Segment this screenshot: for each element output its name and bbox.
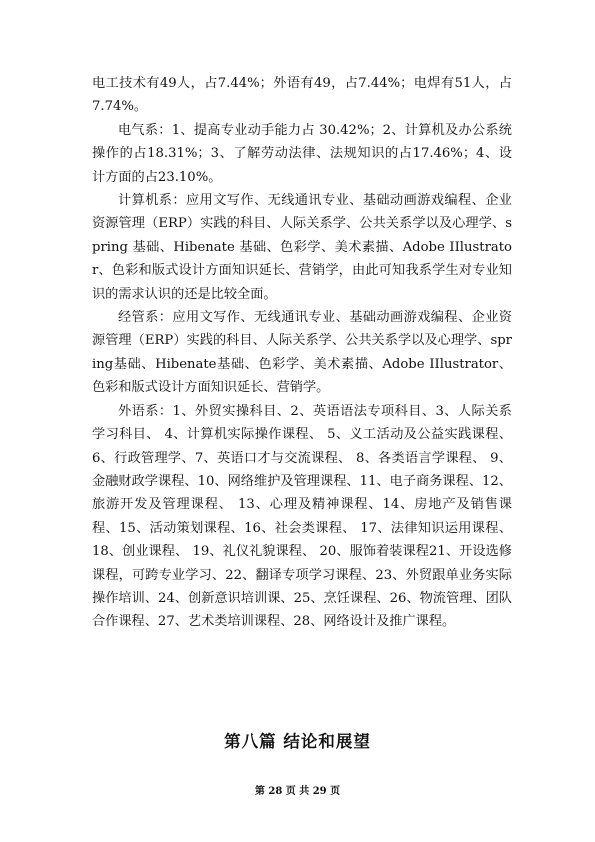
paragraph-electrical-dept: 电气系：1、提高专业动手能力占 30.42%；2、计算机及办公系统操作的占18.31%；3、了解劳动法律、法规知识的占17.46%；4、设计方面的占23.10%。 xyxy=(92,122,512,185)
paragraph-continuation: 电工技术有49人，占7.44%；外语有49，占7.44%；电焊有51人，占7.74%。 xyxy=(92,76,512,115)
paragraph-computer-dept: 计算机系：应用文写作、无线通讯专业、基础动画游戏编程、企业资源管理（ERP）实践的科目、人际关系学、公共关系学以及心理学、spring 基础、Hibenate 基础、色彩学、美术素描、Adobe IIlustrator、色彩和版式设计方面知识延长、营销学，由此可知我系学生对专业知识的需求认识的还是比较全面。 xyxy=(92,193,512,302)
page-number-footer: 第 28 页 共 29 页 xyxy=(254,786,341,797)
paragraph-management-dept: 经管系：应用文写作、无线通讯专业、基础动画游戏编程、企业资源管理（ERP）实践的科目、人际关系学、公共关系学以及心理学、spring基础、Hibenate基础、色彩学、美术素描、Adobe IIlustrator、色彩和版式设计方面知识延长、营销学。 xyxy=(92,310,512,396)
page-body xyxy=(92,72,512,634)
paragraph-foreign-language-dept: 外语系：1、外贸实操科目、2、英语语法专项科目、3、人际关系学习科目、 4、计算机实际操作课程、 5、义工活动及公益实践课程、6、行政管理学、7、英语口才与交流课程、 8、各类语言学课程、 9、金融财政学课程、10、网络维护及管理课程、11、电子商务课程、12、旅游开发及管理课程、 13、心理及精神课程、14、房地产及销售课程、15、活动策划课程、16、社会类课程、 17、法律知识运用课程、 18、创业课程、 19、礼仪礼貌课程、 20、服饰着装课程21、开设选修课程，可跨专业学习、22、翻译专项学习课程、23、外贸跟单业务实际操作培训、24、创新意识培训课、25、烹饪课程、26、物流管理、团队合作课程、27、艺术类培训课程、28、网络设计及推广课程。 xyxy=(92,403,512,630)
chapter-title: 第八篇 结论和展望 xyxy=(224,732,371,751)
